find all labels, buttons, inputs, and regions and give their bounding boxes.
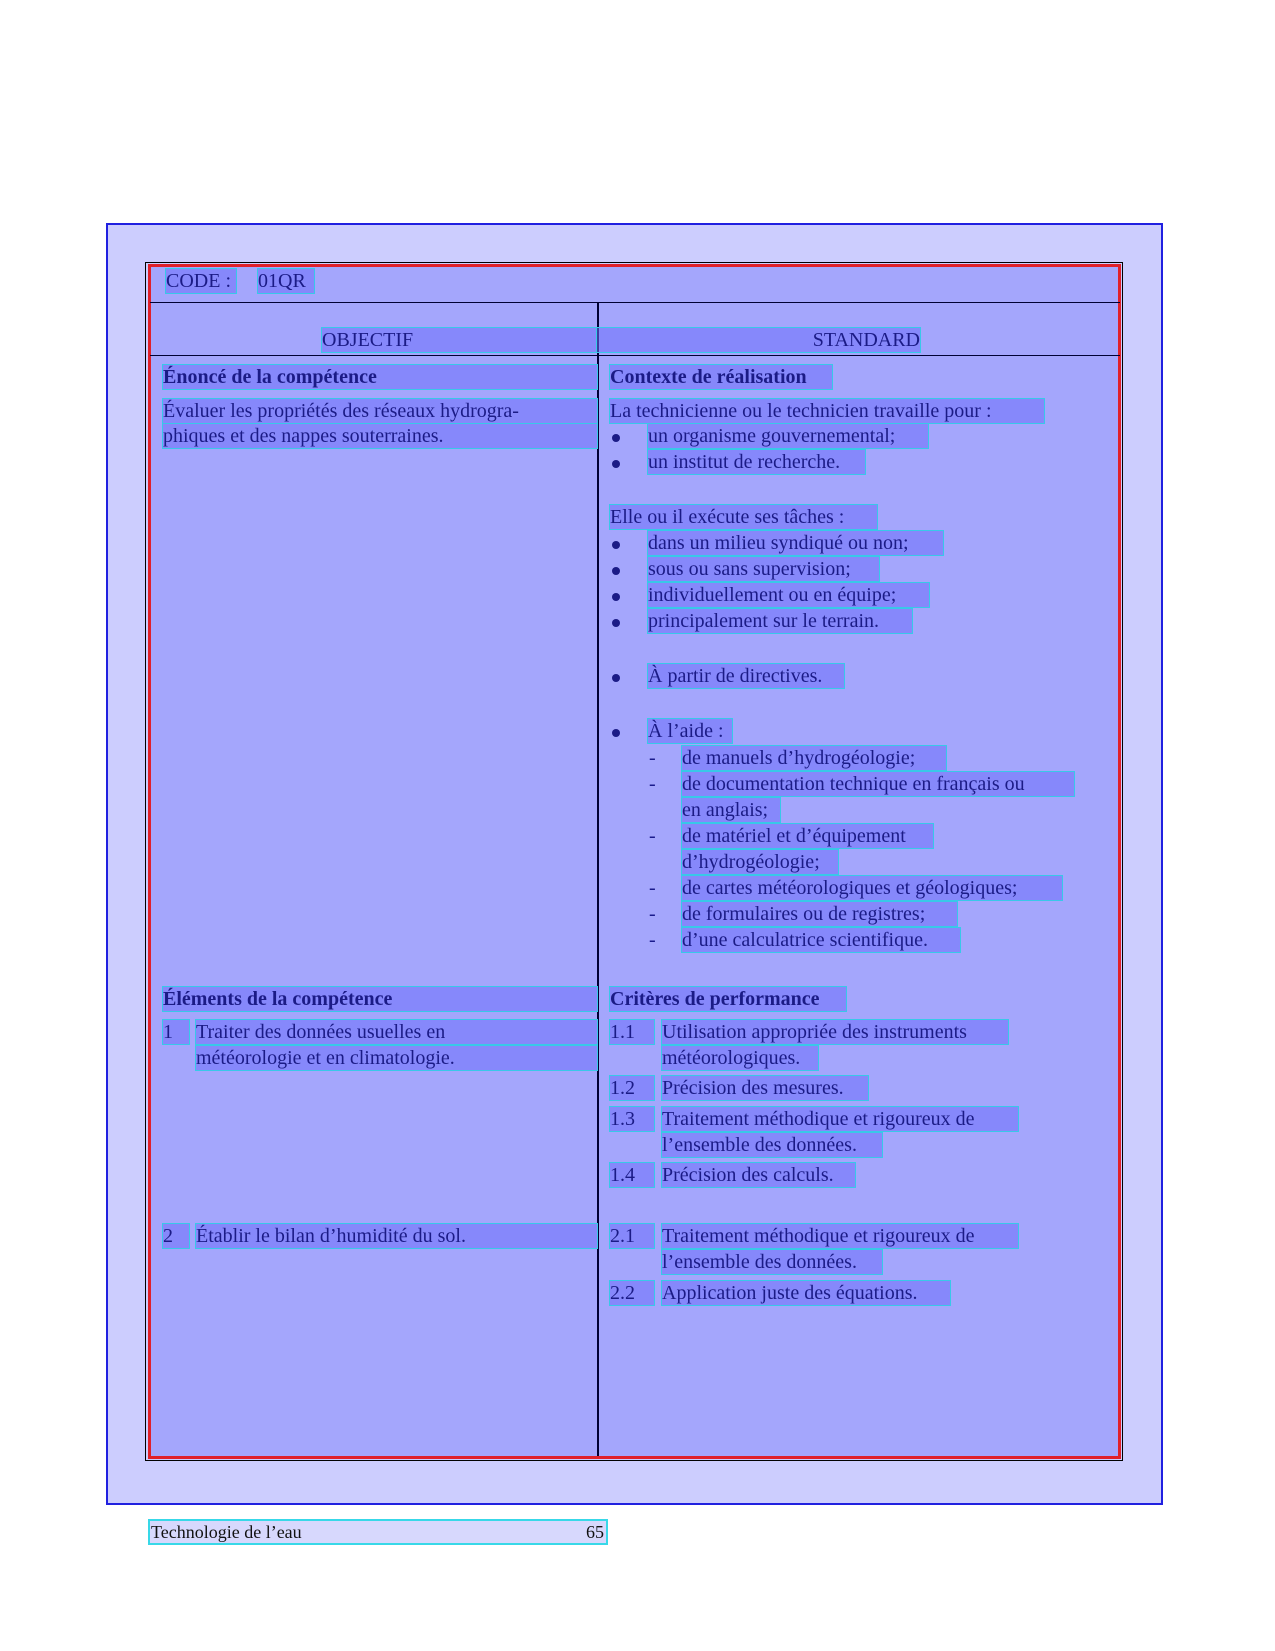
employer-item: un institut de recherche. [648, 450, 865, 474]
critere-number: 2.2 [610, 1281, 654, 1305]
critere-line: météorologiques. [662, 1046, 818, 1070]
critere-number: 1.3 [610, 1107, 654, 1131]
header-rule-bottom [150, 355, 1120, 356]
column-header-standard: STANDARD [597, 328, 920, 352]
column-divider [597, 303, 599, 1456]
bullet-icon [612, 729, 620, 737]
aide-sub-item: d’une calculatrice scientifique. [682, 928, 960, 952]
bullet-icon [612, 619, 620, 627]
task-item: individuellement ou en équipe; [648, 583, 929, 607]
aide-sub-item: de cartes météorologiques et géologiques; [682, 876, 1062, 900]
critere-number: 2.1 [610, 1224, 654, 1248]
element-number: 2 [163, 1224, 189, 1248]
enonce-heading: Énoncé de la compétence [163, 365, 597, 389]
dash-icon: - [649, 903, 656, 925]
critere-line: Traitement méthodique et rigoureux de [662, 1107, 1018, 1131]
critere-number: 1.4 [610, 1163, 654, 1187]
aide-sub-item: de matériel et d’équipement [682, 824, 933, 848]
aide-sub-item-cont: en anglais; [682, 798, 780, 822]
footer-title: Technologie de l’eau [151, 1522, 302, 1542]
bullet-icon [612, 434, 620, 442]
page-footer [150, 1521, 606, 1543]
enonce-line-1: Évaluer les propriétés des réseaux hydrogra- [163, 399, 597, 423]
bullet-icon [612, 460, 620, 468]
column-header-objectif: OBJECTIF [322, 328, 596, 352]
contexte-heading: Contexte de réalisation [610, 365, 832, 389]
critere-line: Application juste des équations. [662, 1281, 950, 1305]
task-item: principalement sur le terrain. [648, 609, 912, 633]
dash-icon: - [649, 773, 656, 795]
aide-sub-item-cont: d’hydrogéologie; [682, 850, 838, 874]
bullet-icon [612, 567, 620, 575]
criteres-heading: Critères de performance [610, 987, 846, 1011]
header-rule-top [150, 302, 1120, 303]
critere-line: Précision des mesures. [662, 1076, 868, 1100]
aide-sub-item: de manuels d’hydrogéologie; [682, 746, 946, 770]
bullet-icon [612, 593, 620, 601]
page-number: 65 [586, 1522, 604, 1542]
critere-number: 1.1 [610, 1020, 654, 1044]
aide-item: À l’aide : [648, 719, 732, 743]
dash-icon: - [649, 929, 656, 951]
code-value: 01QR [258, 269, 314, 293]
critere-number: 1.2 [610, 1076, 654, 1100]
element-number: 1 [163, 1020, 189, 1044]
aide-sub-item: de formulaires ou de registres; [682, 902, 957, 926]
bullet-icon [612, 674, 620, 682]
directives-item: À partir de directives. [648, 664, 844, 688]
tasks-intro: Elle ou il exécute ses tâches : [610, 505, 877, 529]
task-item: dans un milieu syndiqué ou non; [648, 531, 943, 555]
element-line: Traiter des données usuelles en [196, 1020, 597, 1044]
element-line: météorologie et en climatologie. [196, 1046, 597, 1070]
enonce-line-2: phiques et des nappes souterraines. [163, 424, 597, 448]
dash-icon: - [649, 877, 656, 899]
dash-icon: - [649, 825, 656, 847]
dash-icon: - [649, 747, 656, 769]
critere-line: Précision des calculs. [662, 1163, 855, 1187]
critere-line: l’ensemble des données. [662, 1250, 882, 1274]
aide-sub-item: de documentation technique en français ou [682, 772, 1074, 796]
critere-line: Utilisation appropriée des instruments [662, 1020, 1008, 1044]
task-item: sous ou sans supervision; [648, 557, 879, 581]
employer-item: un organisme gouvernemental; [648, 424, 928, 448]
code-label: CODE : [166, 269, 236, 293]
elements-heading: Éléments de la compétence [163, 987, 597, 1011]
critere-line: Traitement méthodique et rigoureux de [662, 1224, 1018, 1248]
bullet-icon [612, 541, 620, 549]
element-line: Établir le bilan d’humidité du sol. [196, 1224, 597, 1248]
critere-line: l’ensemble des données. [662, 1133, 882, 1157]
contexte-intro: La technicienne ou le technicien travaille pour : [610, 399, 1044, 423]
